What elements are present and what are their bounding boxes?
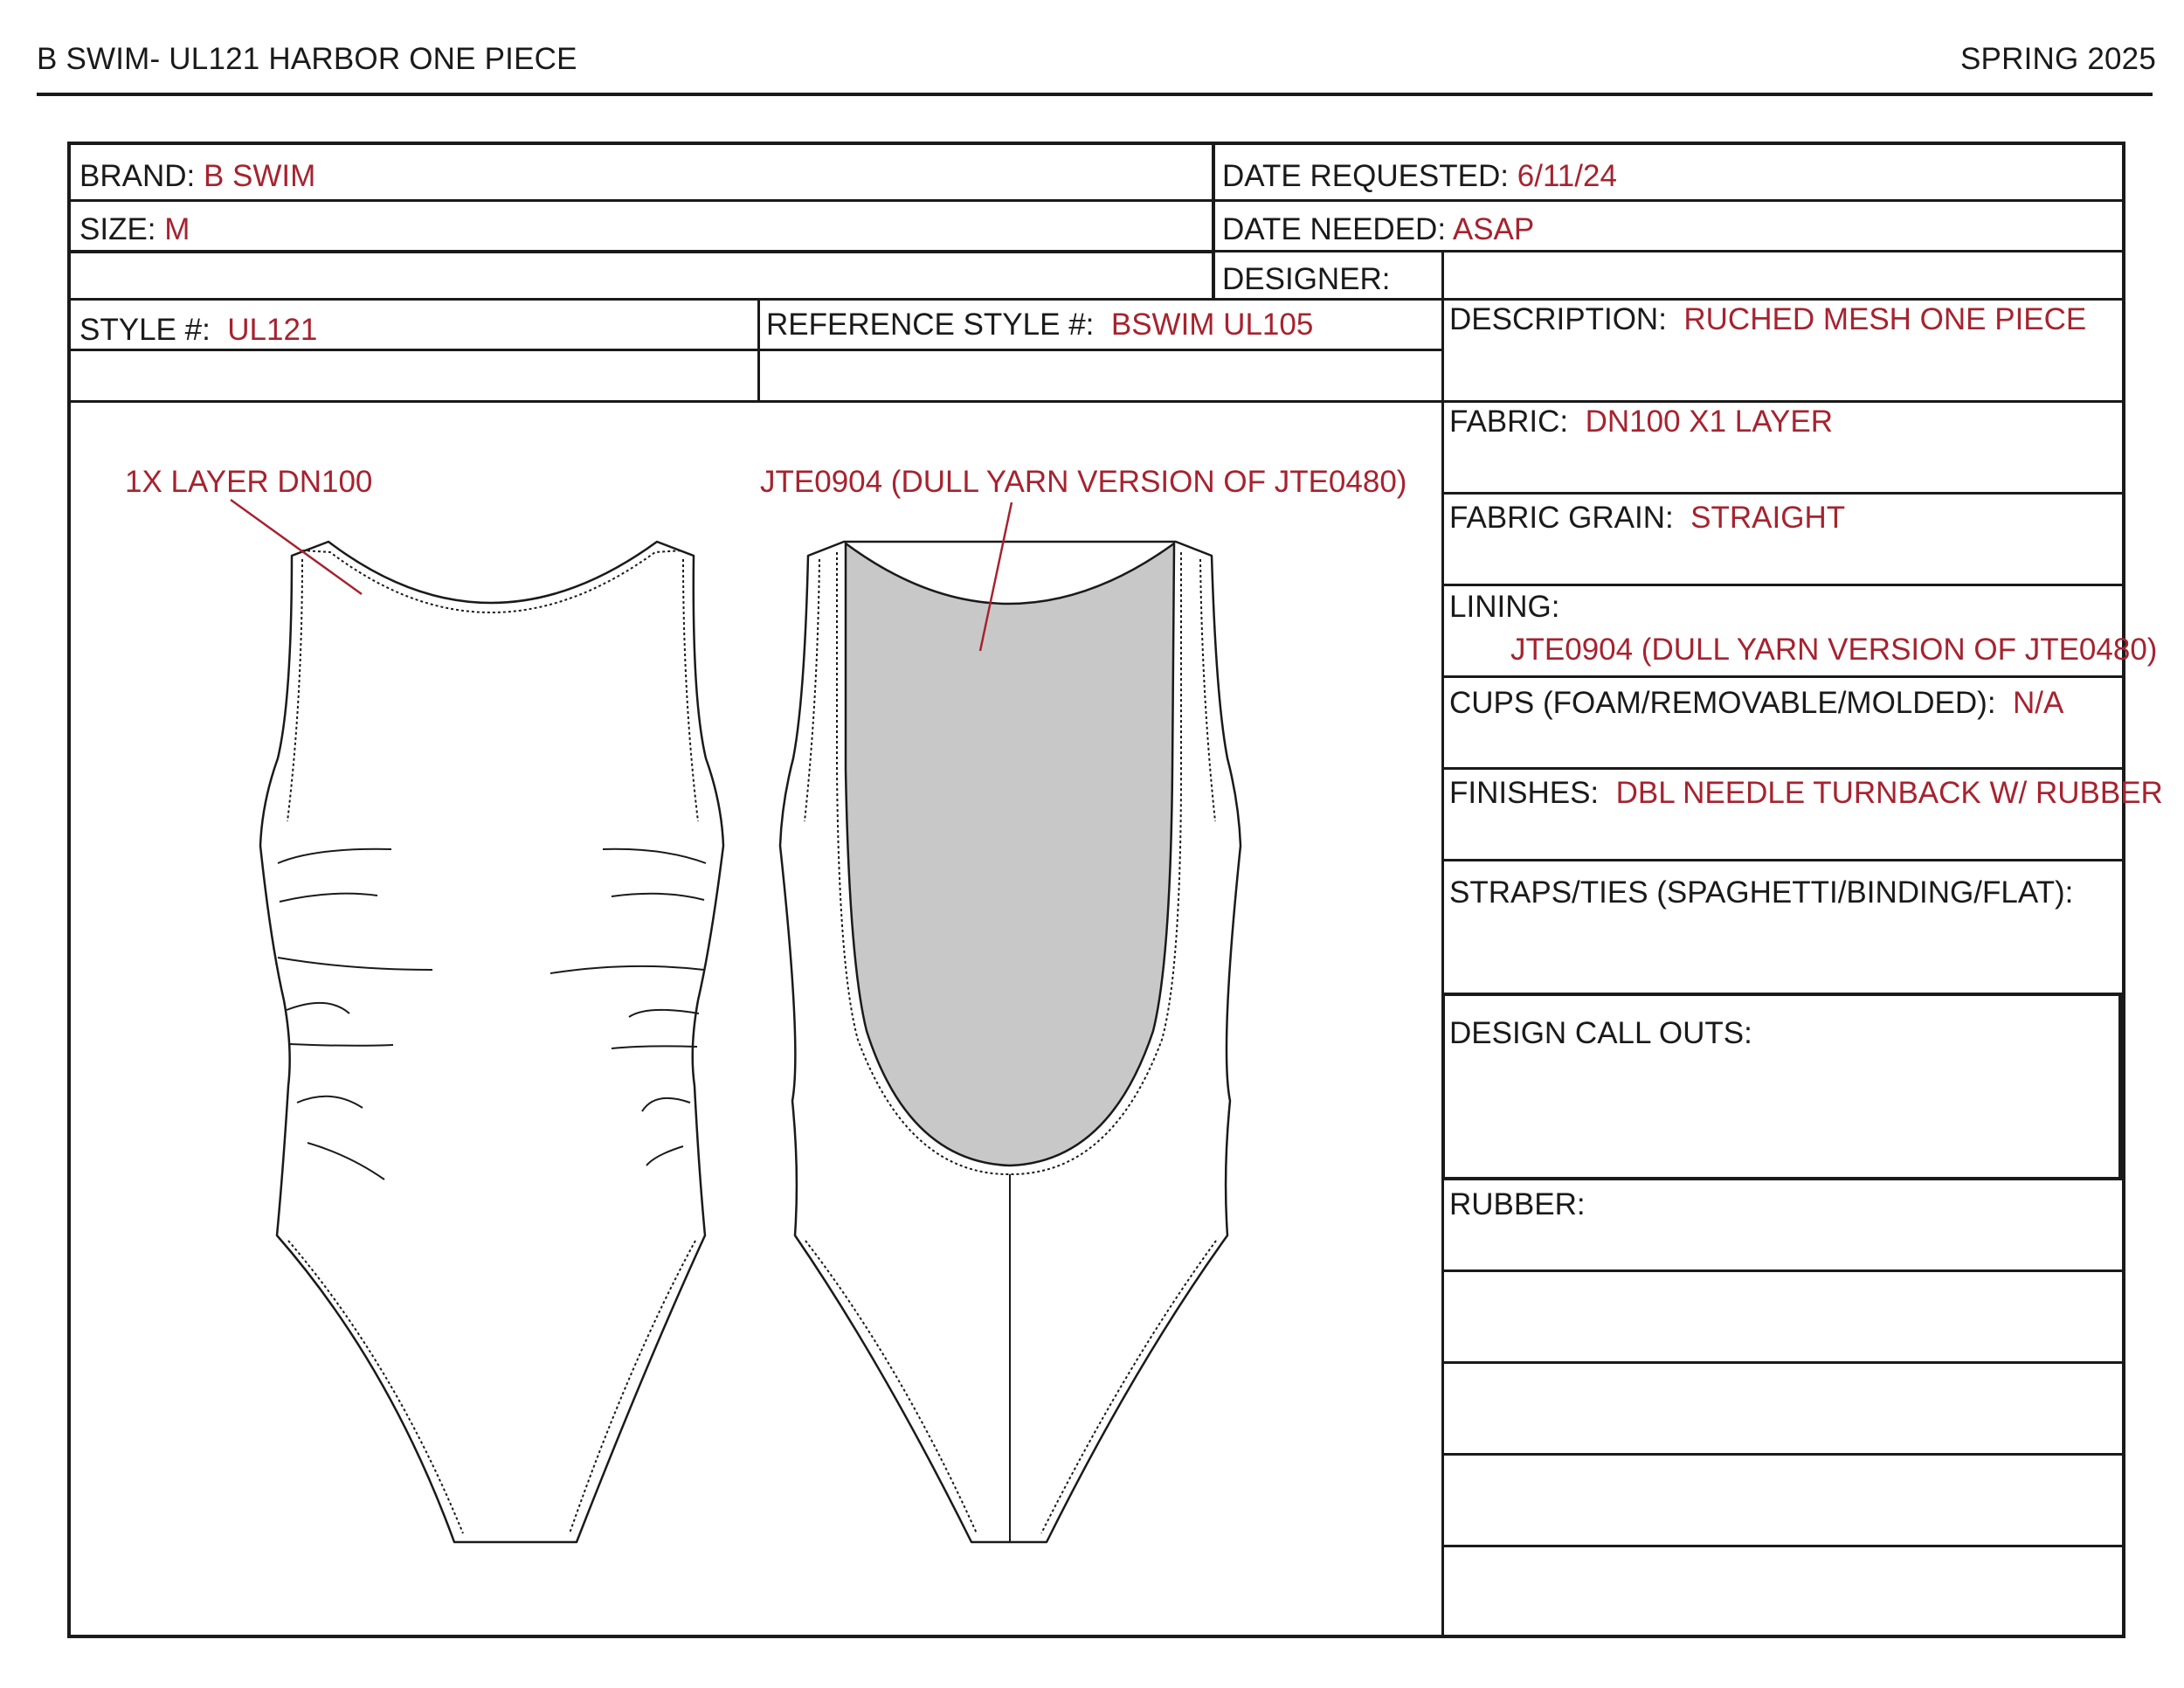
front-armhole-stitch-left: [287, 559, 302, 821]
back-view-sketch: [780, 542, 1241, 1542]
size-label: SIZE:: [79, 212, 156, 246]
front-sketch-callout: 1X LAYER DN100: [125, 465, 373, 499]
lining-value: JTE0904 (DULL YARN VERSION OF JTE0480): [1510, 633, 2158, 667]
fabric-label: FABRIC:: [1449, 405, 1569, 439]
finishes-label: FINISHES:: [1449, 776, 1600, 810]
reference-style-label: REFERENCE STYLE #:: [766, 308, 1095, 342]
back-leg-stitch-left: [805, 1241, 977, 1533]
style-label: STYLE #:: [79, 313, 211, 347]
season-label: SPRING 2025: [1960, 42, 2156, 76]
document-title: B SWIM- UL121 HARBOR ONE PIECE: [37, 42, 577, 76]
date-requested-value: 6/11/24: [1517, 159, 1617, 193]
front-ruching-left: [278, 849, 432, 1180]
date-needed-value: ASAP: [1452, 212, 1535, 246]
reference-style-value: BSWIM UL105: [1110, 308, 1314, 342]
fabric-value: DN100 X1 LAYER: [1585, 405, 1833, 439]
size-value: M: [164, 212, 190, 246]
front-callout-leader: [231, 500, 362, 594]
description-label: DESCRIPTION:: [1449, 302, 1667, 336]
rubber-label: RUBBER:: [1449, 1187, 1586, 1221]
finishes-value: DBL NEEDLE TURNBACK W/ RUBBER: [1615, 776, 2163, 810]
brand-label: BRAND:: [79, 159, 196, 193]
fabric-grain-value: STRAIGHT: [1690, 501, 1846, 535]
straps-label: STRAPS/TIES (SPAGHETTI/BINDING/FLAT):: [1449, 875, 2074, 910]
fabric-grain-label: FABRIC GRAIN:: [1449, 501, 1674, 535]
description-value: RUCHED MESH ONE PIECE: [1683, 302, 2087, 336]
front-leg-stitch-right: [570, 1241, 695, 1533]
designer-label: DESIGNER:: [1222, 262, 1391, 296]
front-view-sketch: [260, 542, 723, 1542]
design-callouts-label: DESIGN CALL OUTS:: [1449, 1016, 1752, 1050]
date-needed-label: DATE NEEDED:: [1222, 212, 1447, 246]
cups-value: N/A: [2013, 686, 2064, 720]
lining-label: LINING:: [1449, 590, 1560, 624]
brand-value: B SWIM: [203, 159, 316, 193]
front-body-outline: [260, 542, 723, 1542]
back-lining-panel: [846, 543, 1174, 1166]
style-value: UL121: [227, 313, 318, 347]
front-leg-stitch-left: [288, 1241, 463, 1533]
front-ruching-right: [550, 849, 706, 1166]
back-sketch-callout: JTE0904 (DULL YARN VERSION OF JTE0480): [760, 465, 1407, 499]
cups-label: CUPS (FOAM/REMOVABLE/MOLDED):: [1449, 686, 1996, 720]
date-requested-label: DATE REQUESTED:: [1222, 159, 1510, 193]
